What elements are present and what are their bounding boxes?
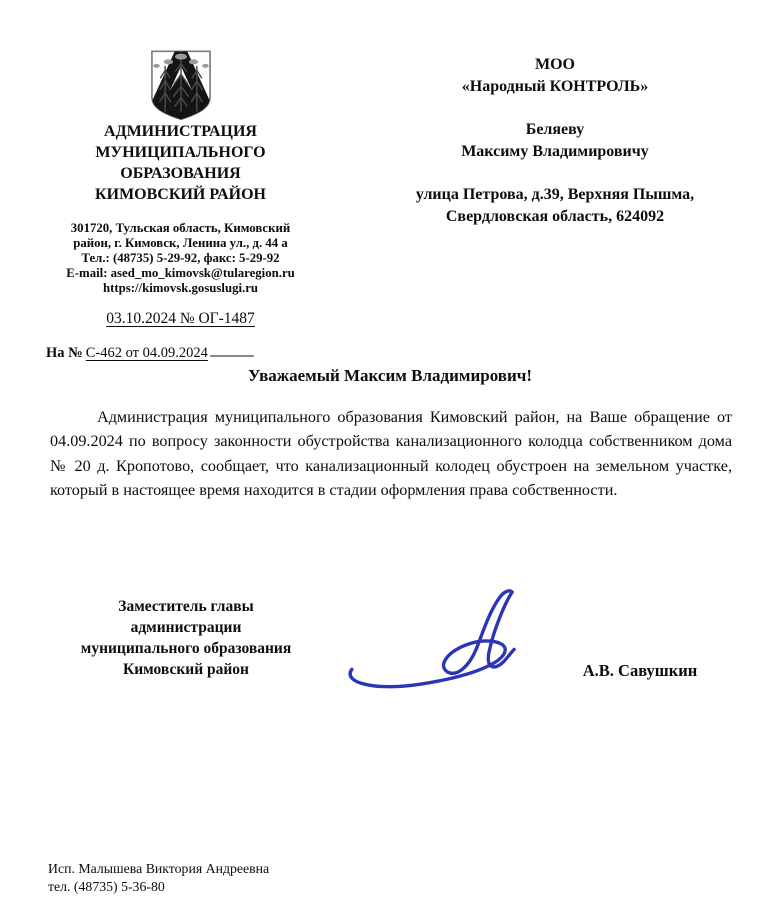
sender-phone-line: Тел.: (48735) 5-29-92, факс: 5-29-92 <box>81 251 280 265</box>
outgoing-reference-value: 03.10.2024 № ОГ-1487 <box>106 310 255 327</box>
sender-org-line: АДМИНИСТРАЦИЯ <box>104 123 257 140</box>
recipient-person-line: Беляеву <box>525 121 585 138</box>
signatory-position-line: администрации <box>130 619 242 636</box>
sender-address-block <box>40 221 321 296</box>
executor-name: Исп. Малышева Виктория Андреевна <box>48 861 270 876</box>
sender-org-line: КИМОВСКИЙ РАЙОН <box>95 186 266 203</box>
recipient-person <box>385 119 725 163</box>
recipient-address-line: Свердловская область, 624092 <box>445 208 665 225</box>
body-paragraph: Администрация муниципального образования Кимовский район, на Ваше обращение от 04.09.2024 по вопросу законности обустройства канализационного колодца собственником дома № 20 д. Кропотово, сообщает, что канализационный колодец обустроен на земельном участке, который в настоящее время находится в стадии оформления права собственности. <box>50 408 732 499</box>
executor-block <box>48 860 408 895</box>
sender-address-line: 301720, Тульская область, Кимовский <box>70 221 291 235</box>
executor-phone: тел. (48735) 5-36-80 <box>48 878 165 894</box>
sender-org-line: МУНИЦИПАЛЬНОГО <box>95 144 266 161</box>
sender-org-line: ОБРАЗОВАНИЯ <box>120 165 241 182</box>
signatory-position-line: Заместитель главы <box>118 598 254 615</box>
incoming-reference-label: На № <box>46 344 83 361</box>
sender-org-name <box>53 121 308 205</box>
sender-website-line: https://kimovsk.gosuslugi.ru <box>102 281 259 295</box>
incoming-reference <box>46 341 254 362</box>
incoming-reference-value: С-462 от 04.09.2024 <box>85 344 208 361</box>
reference-underline-tail <box>210 341 254 357</box>
recipient-person-line: Максиму Владимировичу <box>461 143 649 160</box>
signatory-name: А.В. Савушкин <box>582 661 698 680</box>
outgoing-reference <box>40 310 321 328</box>
signatory-position-line: Кимовский район <box>123 661 249 678</box>
sender-address-line: район, г. Кимовск, Ленина ул., д. 44 а <box>73 236 288 250</box>
recipient-address <box>385 184 725 228</box>
recipient-organization <box>385 54 725 98</box>
signatory-position <box>55 596 317 680</box>
handwritten-signature-icon <box>338 586 526 700</box>
recipient-address-line: улица Петрова, д.39, Верхняя Пышма, <box>415 186 695 203</box>
sender-email-line: E-mail: ased_mo_kimovsk@tularegion.ru <box>66 266 295 280</box>
recipient-org-line: «Народный КОНТРОЛЬ» <box>461 78 649 95</box>
coat-of-arms-icon <box>146 48 216 122</box>
recipient-org-line: МОО <box>535 56 575 73</box>
signatory-position-line: муниципального образования <box>80 640 292 657</box>
salutation: Уважаемый Максим Владимирович! <box>247 366 533 385</box>
